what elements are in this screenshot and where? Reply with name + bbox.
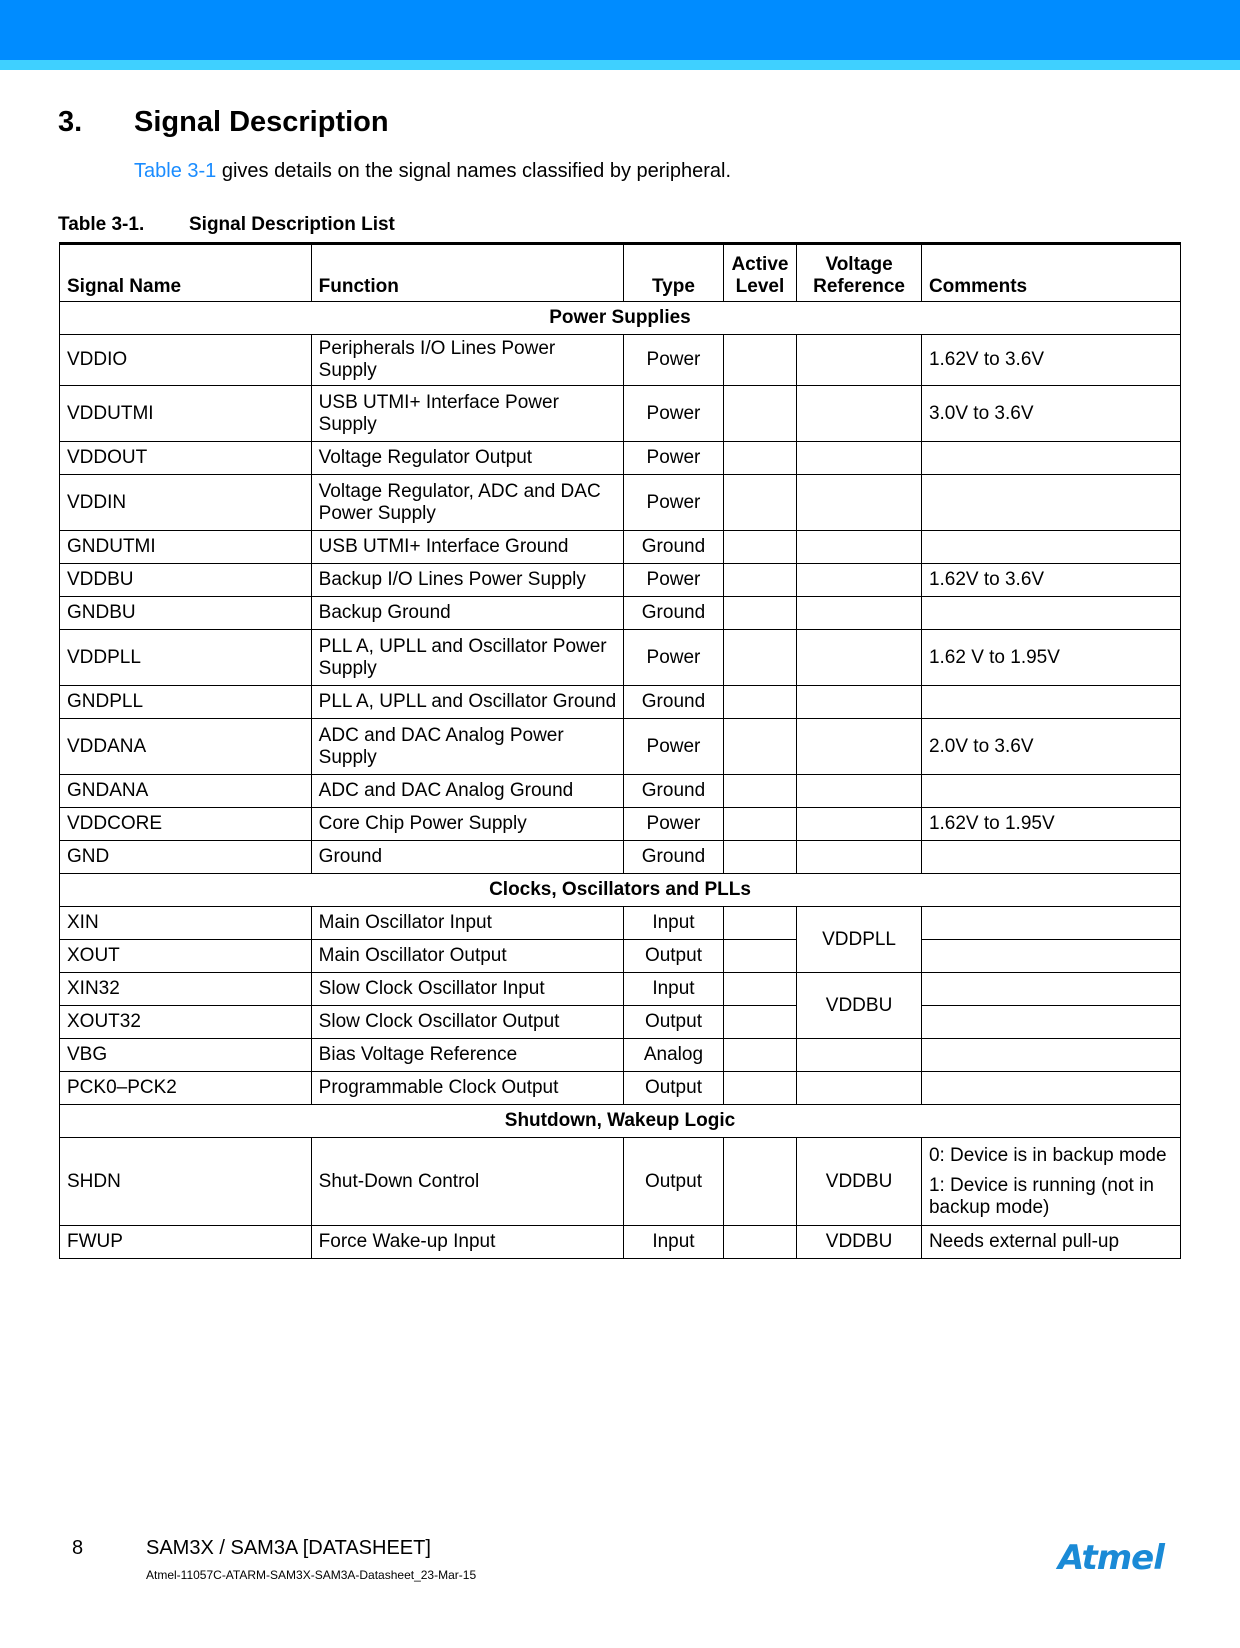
header-voltage-reference-line1: Voltage bbox=[825, 254, 893, 275]
comment bbox=[921, 442, 1180, 475]
signal-name: GNDUTMI bbox=[60, 531, 312, 564]
header-active-level-line1: Active bbox=[731, 254, 789, 275]
active-level bbox=[723, 1072, 796, 1105]
table-link[interactable]: Table 3-1 bbox=[134, 160, 217, 182]
signal-type: Ground bbox=[624, 531, 724, 564]
header-stripe bbox=[0, 60, 1240, 70]
group-title: Shutdown, Wakeup Logic bbox=[60, 1105, 1181, 1138]
signal-type: Power bbox=[624, 335, 724, 386]
active-level bbox=[723, 564, 796, 597]
comment: Needs external pull-up bbox=[921, 1226, 1180, 1259]
comment-line: 0: Device is in backup mode bbox=[928, 1144, 1167, 1166]
active-level bbox=[723, 630, 796, 686]
signal-type: Ground bbox=[624, 686, 724, 719]
comment bbox=[921, 1138, 1180, 1226]
signal-function: ADC and DAC Analog Power Supply bbox=[311, 719, 623, 775]
active-level bbox=[723, 442, 796, 475]
signal-name: XIN32 bbox=[60, 973, 312, 1006]
table-row bbox=[60, 808, 1181, 841]
active-level bbox=[723, 386, 796, 442]
header-function: Function bbox=[311, 244, 623, 302]
active-level bbox=[723, 531, 796, 564]
header-voltage-reference bbox=[797, 244, 922, 302]
comment bbox=[921, 1006, 1180, 1039]
voltage-reference bbox=[797, 531, 922, 564]
signal-function: PLL A, UPLL and Oscillator Ground bbox=[311, 686, 623, 719]
active-level bbox=[723, 597, 796, 630]
section-heading bbox=[58, 106, 389, 139]
group-row bbox=[60, 874, 1181, 907]
signal-type: Ground bbox=[624, 841, 724, 874]
signal-function: Slow Clock Oscillator Output bbox=[311, 1006, 623, 1039]
signal-function: Peripherals I/O Lines Power Supply bbox=[311, 335, 623, 386]
signal-function: Bias Voltage Reference bbox=[311, 1039, 623, 1072]
signal-type: Power bbox=[624, 475, 724, 531]
comment-line: 1: Device is running (not in backup mode) bbox=[928, 1174, 1154, 1218]
signal-name: VBG bbox=[60, 1039, 312, 1072]
table-row bbox=[60, 564, 1181, 597]
signal-name: FWUP bbox=[60, 1226, 312, 1259]
signal-type: Power bbox=[624, 564, 724, 597]
signal-type: Input bbox=[624, 973, 724, 1006]
signal-function: Main Oscillator Output bbox=[311, 940, 623, 973]
voltage-reference: VDDBU bbox=[797, 1138, 922, 1226]
active-level bbox=[723, 907, 796, 940]
voltage-reference bbox=[797, 719, 922, 775]
signal-type: Output bbox=[624, 1006, 724, 1039]
table-row bbox=[60, 442, 1181, 475]
header-signal-name: Signal Name bbox=[60, 244, 312, 302]
table-row bbox=[60, 386, 1181, 442]
comment: 1.62V to 3.6V bbox=[921, 564, 1180, 597]
signal-type: Power bbox=[624, 630, 724, 686]
signal-type: Power bbox=[624, 808, 724, 841]
comment bbox=[921, 973, 1180, 1006]
signal-function: Backup I/O Lines Power Supply bbox=[311, 564, 623, 597]
signal-type: Analog bbox=[624, 1039, 724, 1072]
comment bbox=[921, 1072, 1180, 1105]
intro-paragraph bbox=[134, 160, 731, 183]
signal-name: VDDBU bbox=[60, 564, 312, 597]
table-row bbox=[60, 1138, 1181, 1226]
comment bbox=[921, 775, 1180, 808]
active-level bbox=[723, 1226, 796, 1259]
table-row bbox=[60, 335, 1181, 386]
signal-name: VDDPLL bbox=[60, 630, 312, 686]
voltage-reference: VDDBU bbox=[797, 973, 922, 1039]
comment bbox=[921, 686, 1180, 719]
signal-function: Shut-Down Control bbox=[311, 1138, 623, 1226]
table-row bbox=[60, 1039, 1181, 1072]
signal-name: XOUT32 bbox=[60, 1006, 312, 1039]
signal-function: USB UTMI+ Interface Power Supply bbox=[311, 386, 623, 442]
active-level bbox=[723, 973, 796, 1006]
atmel-logo: Atmel bbox=[1058, 1538, 1164, 1578]
table-row bbox=[60, 475, 1181, 531]
footer-doc-title: SAM3X / SAM3A [DATASHEET] bbox=[146, 1537, 431, 1559]
table-row bbox=[60, 1072, 1181, 1105]
comment bbox=[921, 475, 1180, 531]
header-voltage-reference-line2: Reference bbox=[813, 276, 905, 297]
voltage-reference bbox=[797, 808, 922, 841]
voltage-reference: VDDPLL bbox=[797, 907, 922, 973]
active-level bbox=[723, 1138, 796, 1226]
signal-name: VDDCORE bbox=[60, 808, 312, 841]
signal-type: Input bbox=[624, 907, 724, 940]
table-caption bbox=[58, 214, 395, 236]
signal-function: Programmable Clock Output bbox=[311, 1072, 623, 1105]
page-number: 8 bbox=[72, 1537, 84, 1559]
signal-function: Voltage Regulator, ADC and DAC Power Supply bbox=[311, 475, 623, 531]
signal-name: PCK0–PCK2 bbox=[60, 1072, 312, 1105]
table-header-row bbox=[60, 244, 1181, 302]
signal-name: VDDUTMI bbox=[60, 386, 312, 442]
comment bbox=[921, 1039, 1180, 1072]
comment: 2.0V to 3.6V bbox=[921, 719, 1180, 775]
comment bbox=[921, 907, 1180, 940]
active-level bbox=[723, 1039, 796, 1072]
signal-name: XOUT bbox=[60, 940, 312, 973]
signal-name: VDDIO bbox=[60, 335, 312, 386]
active-level bbox=[723, 686, 796, 719]
comment bbox=[921, 531, 1180, 564]
signal-type: Ground bbox=[624, 597, 724, 630]
group-row bbox=[60, 302, 1181, 335]
signal-function: Core Chip Power Supply bbox=[311, 808, 623, 841]
active-level bbox=[723, 1006, 796, 1039]
table-row bbox=[60, 1006, 1181, 1039]
table-row bbox=[60, 775, 1181, 808]
comment bbox=[921, 597, 1180, 630]
signal-type: Output bbox=[624, 1138, 724, 1226]
signal-function: Main Oscillator Input bbox=[311, 907, 623, 940]
signal-description-table bbox=[59, 242, 1181, 1259]
voltage-reference bbox=[797, 475, 922, 531]
table-caption-number: Table 3-1. bbox=[58, 214, 145, 235]
signal-function: PLL A, UPLL and Oscillator Power Supply bbox=[311, 630, 623, 686]
table-row bbox=[60, 841, 1181, 874]
voltage-reference bbox=[797, 630, 922, 686]
active-level bbox=[723, 775, 796, 808]
comment bbox=[921, 940, 1180, 973]
voltage-reference bbox=[797, 1072, 922, 1105]
active-level bbox=[723, 719, 796, 775]
voltage-reference bbox=[797, 841, 922, 874]
voltage-reference bbox=[797, 597, 922, 630]
voltage-reference bbox=[797, 564, 922, 597]
header-comments: Comments bbox=[921, 244, 1180, 302]
comment: 3.0V to 3.6V bbox=[921, 386, 1180, 442]
voltage-reference bbox=[797, 1039, 922, 1072]
table-row bbox=[60, 719, 1181, 775]
header-type: Type bbox=[624, 244, 724, 302]
footer-doc-id: Atmel-11057C-ATARM-SAM3X-SAM3A-Datasheet_23-Mar-15 bbox=[146, 1568, 477, 1582]
signal-name: GND bbox=[60, 841, 312, 874]
active-level bbox=[723, 940, 796, 973]
table-row bbox=[60, 686, 1181, 719]
group-title: Clocks, Oscillators and PLLs bbox=[60, 874, 1181, 907]
group-title: Power Supplies bbox=[60, 302, 1181, 335]
voltage-reference bbox=[797, 442, 922, 475]
table-row bbox=[60, 973, 1181, 1006]
table-row bbox=[60, 1226, 1181, 1259]
voltage-reference bbox=[797, 386, 922, 442]
signal-function: USB UTMI+ Interface Ground bbox=[311, 531, 623, 564]
signal-type: Power bbox=[624, 719, 724, 775]
comment: 1.62V to 1.95V bbox=[921, 808, 1180, 841]
comment: 1.62 V to 1.95V bbox=[921, 630, 1180, 686]
signal-name: VDDANA bbox=[60, 719, 312, 775]
signal-type: Input bbox=[624, 1226, 724, 1259]
active-level bbox=[723, 335, 796, 386]
table-row bbox=[60, 907, 1181, 940]
active-level bbox=[723, 475, 796, 531]
signal-name: XIN bbox=[60, 907, 312, 940]
signal-type: Power bbox=[624, 442, 724, 475]
section-number: 3. bbox=[58, 106, 83, 138]
signal-function: Voltage Regulator Output bbox=[311, 442, 623, 475]
header-active-level bbox=[723, 244, 796, 302]
signal-function: Slow Clock Oscillator Input bbox=[311, 973, 623, 1006]
comment: 1.62V to 3.6V bbox=[921, 335, 1180, 386]
signal-name: SHDN bbox=[60, 1138, 312, 1226]
signal-name: GNDPLL bbox=[60, 686, 312, 719]
signal-function: Force Wake-up Input bbox=[311, 1226, 623, 1259]
signal-type: Ground bbox=[624, 775, 724, 808]
table-row bbox=[60, 630, 1181, 686]
header-band bbox=[0, 0, 1240, 60]
signal-type: Output bbox=[624, 940, 724, 973]
signal-function: Ground bbox=[311, 841, 623, 874]
signal-name: GNDBU bbox=[60, 597, 312, 630]
header-active-level-line2: Level bbox=[735, 276, 785, 297]
signal-function: ADC and DAC Analog Ground bbox=[311, 775, 623, 808]
voltage-reference: VDDBU bbox=[797, 1226, 922, 1259]
signal-function: Backup Ground bbox=[311, 597, 623, 630]
comment bbox=[921, 841, 1180, 874]
active-level bbox=[723, 841, 796, 874]
signal-name: VDDIN bbox=[60, 475, 312, 531]
table-row bbox=[60, 940, 1181, 973]
voltage-reference bbox=[797, 775, 922, 808]
intro-text: gives details on the signal names classified by peripheral. bbox=[216, 160, 732, 182]
signal-type: Power bbox=[624, 386, 724, 442]
active-level bbox=[723, 808, 796, 841]
signal-type: Output bbox=[624, 1072, 724, 1105]
table-row bbox=[60, 531, 1181, 564]
table-caption-title: Signal Description List bbox=[189, 214, 395, 235]
group-row bbox=[60, 1105, 1181, 1138]
signal-name: GNDANA bbox=[60, 775, 312, 808]
voltage-reference bbox=[797, 686, 922, 719]
voltage-reference bbox=[797, 335, 922, 386]
table-row bbox=[60, 597, 1181, 630]
signal-name: VDDOUT bbox=[60, 442, 312, 475]
section-title: Signal Description bbox=[134, 106, 389, 138]
